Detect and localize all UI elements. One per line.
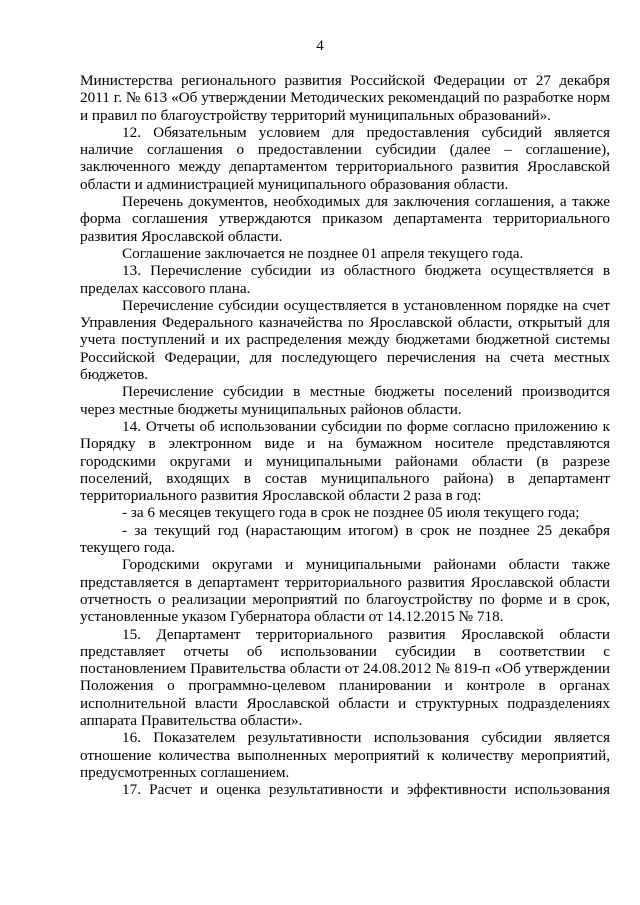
paragraph-treasury-account: Перечисление субсидии осуществляется в установленном порядке на счет Управления Федерального казначейства по Ярославской области, открытый для учета поступлений и их распределения между бюджетами бюджетной системы Российской Федерации, для последующего перечисления на счета местных бюджетов. [80, 296, 610, 384]
paragraph-16-performance-indicator: 16. Показателем результативности использования субсидии является отношение количества выполненных мероприятий к количеству мероприятий, предусмотренных соглашением. [80, 729, 610, 781]
paragraph-ministry-reference: Министерства регионального развития Российской Федерации от 27 декабря 2011 г. № 613 «Об утверждении Методических рекомендаций по разработке норм и правил по благоустройству территорий муниципальных образований». [80, 72, 610, 124]
paragraph-settlement-budgets: Перечисление субсидии в местные бюджеты поселений производится через местные бюджеты муниципальных районов области. [80, 383, 610, 418]
paragraph-agreement-deadline: Соглашение заключается не позднее 01 апреля текущего года. [122, 244, 524, 262]
page-number: 4 [316, 38, 324, 54]
document-body [80, 72, 610, 798]
list-item-six-months: - за 6 месяцев текущего года в срок не позднее 05 июля текущего года; [122, 504, 580, 522]
list-item-current-year: - за текущий год (нарастающим итогом) в срок не позднее 25 декабря текущего года. [80, 521, 610, 557]
paragraph-improvement-reporting: Городскими округами и муниципальными районами области также представляется в департамент территориального развития Ярославской области отчетность о реализации мероприятий по благоустройству по форме и в срок, установленные указом Губернатора области от 14.12.2015 № 718. [80, 556, 610, 626]
paragraph-12-agreement-condition: 12. Обязательным условием для предоставления субсидий является наличие соглашения о предоставлении субсидии (далее – соглашение), заключенного между департаментом территориального развития Ярославской области и администрацией муниципального образования области. [80, 123, 610, 193]
paragraph-15-department-reports: 15. Департамент территориального развития Ярославской области представляет отчеты об использовании субсидии в соответствии с постановлением Правительства области от 24.08.2012 № 819-п «Об утверждении Положения о программно-целевом планировании и контроле в органах исполнительной власти Ярославской области и структурных подразделениях аппарата Правительства области». [80, 625, 610, 729]
paragraph-17-evaluation: 17. Расчет и оценка результативности и эффективности использования [122, 781, 610, 799]
paragraph-14-reports: 14. Отчеты об использовании субсидии по форме согласно приложению к Порядку в электронном виде и на бумажном носителе представляются городскими округами и муниципальными районами области (в разрезе поселений, входящих в состав муниципального района) в департамент территориального развития Ярославской области 2 раза в год: [80, 417, 610, 505]
paragraph-13-transfer: 13. Перечисление субсидии из областного бюджета осуществляется в пределах кассового плана. [80, 262, 610, 297]
paragraph-documents-list: Перечень документов, необходимых для заключения соглашения, а также форма соглашения утверждаются приказом департамента территориального развития Ярославской области. [80, 193, 610, 245]
